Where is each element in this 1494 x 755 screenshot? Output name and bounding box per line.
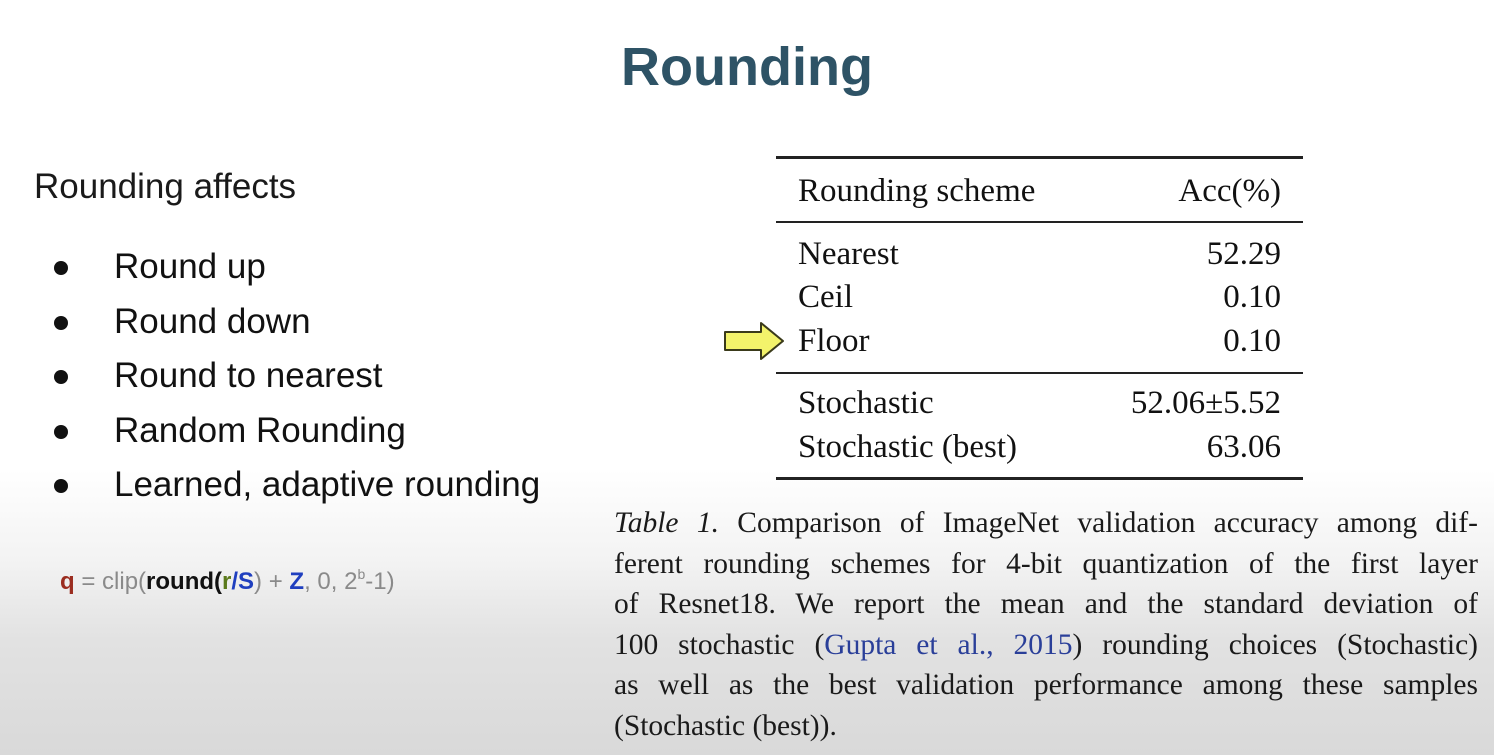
formula-Z: Z xyxy=(289,568,305,595)
caption-text: Comparison of ImageNet validation accuracy among dif- xyxy=(718,507,1478,539)
table-row-scheme: Stochastic xyxy=(798,385,934,421)
table-top-rule xyxy=(776,156,1303,159)
citation-link[interactable]: Gupta et al., 2015 xyxy=(824,628,1073,661)
caption-label: Table 1. xyxy=(614,507,719,539)
bullet-text: Random Rounding xyxy=(114,410,406,450)
formula-round: round xyxy=(146,568,215,595)
formula-exponent: b xyxy=(357,566,366,582)
formula-r: r xyxy=(222,568,232,595)
caption-line xyxy=(614,503,1478,544)
bullet-text: Learned, adaptive rounding xyxy=(114,465,541,504)
table-header-scheme: Rounding scheme xyxy=(798,173,1036,209)
caption-text: ) rounding choices (Stochastic) xyxy=(1072,628,1478,661)
formula-open-paren: ( xyxy=(214,568,223,595)
table-header-acc: Acc(%) xyxy=(1178,173,1281,209)
caption-text: 100 stochastic ( xyxy=(614,628,825,661)
formula-q: q xyxy=(60,568,75,595)
bullet-dot-icon xyxy=(54,370,68,384)
caption-line: ferent rounding schemes for 4-bit quantization of the first layer xyxy=(614,547,1478,580)
quantization-formula xyxy=(60,564,395,602)
table-row-scheme: Ceil xyxy=(798,279,853,315)
caption-line: of Resnet18. We report the mean and the standard deviation of xyxy=(614,588,1478,620)
table-bottom-rule xyxy=(776,477,1303,480)
formula-clip: = clip( xyxy=(74,568,147,595)
bullet-text: Round to nearest xyxy=(114,356,383,395)
table-header-rule xyxy=(776,221,1303,223)
results-table xyxy=(776,156,1303,482)
caption-line: as well as the best validation performance among these samples xyxy=(614,669,1478,701)
table-mid-rule xyxy=(776,372,1303,374)
table-row-acc: 52.29 xyxy=(1206,236,1281,272)
table-row-acc: 52.06±5.52 xyxy=(1130,385,1281,421)
table-row-acc: 0.10 xyxy=(1223,323,1281,359)
table-row-scheme: Floor xyxy=(798,323,870,359)
formula-close-plus: ) + xyxy=(254,568,290,595)
bullet-text: Round up xyxy=(114,247,266,286)
bullet-dot-icon xyxy=(54,425,68,439)
slide-title: Rounding xyxy=(621,37,873,97)
table-row-acc: 63.06 xyxy=(1206,429,1281,465)
caption-line xyxy=(614,625,1478,666)
bullet-dot-icon xyxy=(54,479,68,493)
table-row-scheme: Nearest xyxy=(798,236,899,272)
bullet-text: Round down xyxy=(114,301,311,341)
table-row-scheme: Stochastic (best) xyxy=(798,429,1018,465)
table-row-acc: 0.10 xyxy=(1223,279,1281,315)
bullet-dot-icon xyxy=(54,261,68,275)
intro-text: Rounding affects xyxy=(34,167,297,206)
formula-tail: -1) xyxy=(365,568,395,595)
formula-range: , 0, 2 xyxy=(304,568,358,595)
caption-line: (Stochastic (best)). xyxy=(614,709,837,742)
bullet-dot-icon xyxy=(54,316,68,330)
formula-slash: / xyxy=(231,568,239,595)
table-caption xyxy=(614,503,1478,746)
formula-S: S xyxy=(238,568,255,595)
